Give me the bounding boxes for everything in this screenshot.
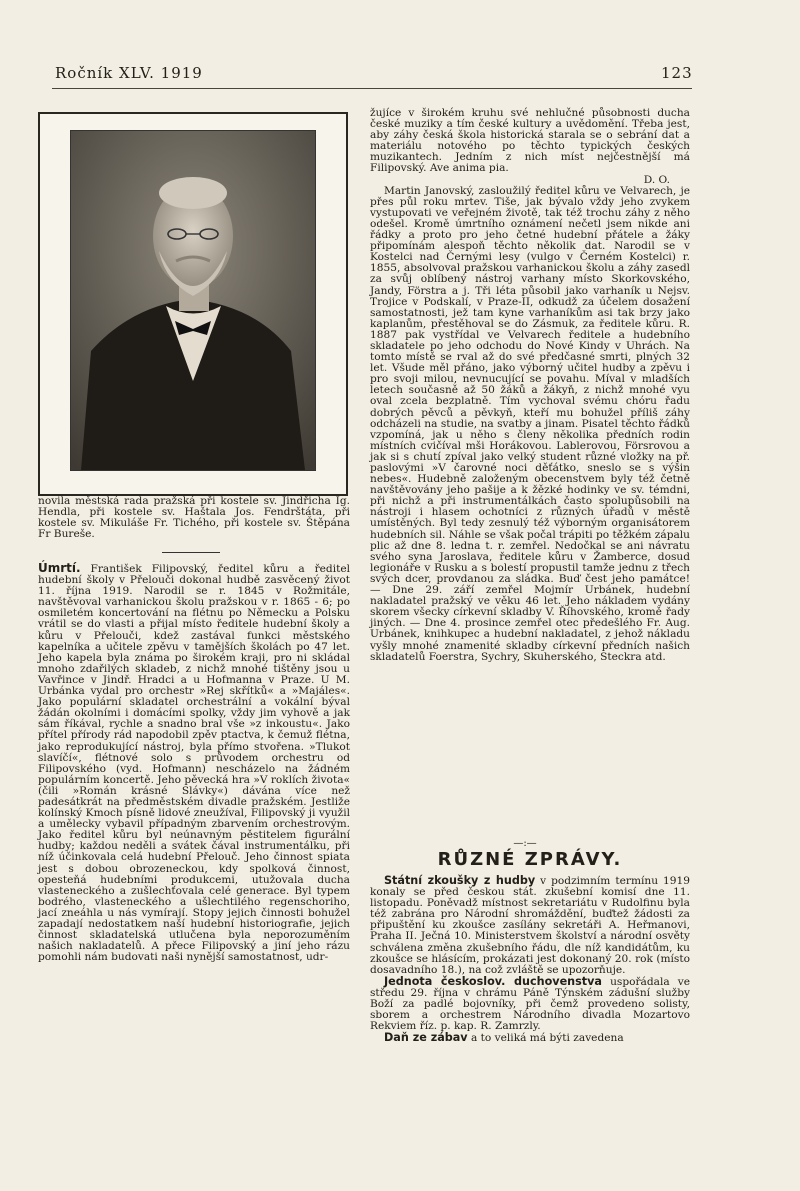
janovsky-paragraph: Martin Janovský, zasloužilý ředitel kůru ve Velvarech, je přes půl roku mrtev. Tiše, jak bývalo vždy jeho zvykem vystupovati ve veřejném životě, tak též trochu záhy z něho odešel. Kromě úmrtního oznámení nečetl jsem nikde ani řádky a proto pro jeho četné hudební přátele a žáky připomínám alespoň těchto několik dat. Narodil se v Kostelci nad Černými lesy (vulgo v Černém Kostelci) r. 1855, absolvoval pražskou varhanickou školu a záhy zasedl za svůj oblíbený nástroj varhany místo Skorkovského, Jandy, Förstra a j. Tři léta působil jako varhaník u Nejsv. Trojice v Podskalí, v Praze-II, odkudž za účelem dosažení samostatnosti, jež tam kyne varhaníkům asi tak brzy jako kaplanům, přestěhoval se do Zásmuk, za ředitele kůru. R. 1887 pak vystřídal ve Velvarech ředitele a hudebního skladatele po jeho odchodu do Nové Kindy v Uhrách. Na tomto místě se rval až do své předčasné smrti, plných 32 let. Všude měl přáno, jako výborný učitel hudby a zpěvu i pro svoji milou, nevnucující se povahu. Míval v mladších letech současně až 50 žáků a žákyň, z nichž mnohé vyu oval zcela bezplatně. Tím vychoval svému chóru řadu dobrých pěvců a pěvkyň, kteří mu bohužel příliš záhy odcházeli na studie, na svatby a jinam. Pisatel těchto řádků vzpomíná, jak u něho s členy několika předních rodin místních cvičíval mši Horákovou. Lablerovou, Försrovou a jak si s chutí zpíval jako velký student různé vložky na př. paslovými »V čarovné noci děťátko, sneslo se s výšin nebes«. Hudebně založeným obecenstvem byly též četně navštěvovány jeho pašije a k žězké hodinky ve sv. témdni, při nichž a při instrumentálkách často spolupůsobili na nástroji i hlasem ochotníci z různých úřadů v městě umístěných. Byl tedy zesnulý též výborným organisátorem hudebních sil. Náhle se však počal trápiti po těžkém zápalu plic až dne 8. ledna t. r. zemřel. Nedočkal se ani návratu svého syna Jaroslava, ředitele kůru v Žamberce, dosud legionáře v Rusku a s bolestí propustil tamže jednu z třech svých dcer, provdanou za sládka. Buď čest jeho památce! — Dne 29. září zemřel Mojmír Urbánek, hudební nakladatel pražský ve věku 46 let. Jeho nákladem vydány skorem všecky církevní skladby V. Říhovského, kromě řady jiných. — Dne 4. prosince zemřel otec předešlého Fr. Aug. Urbánek, knihkupec a hudební nakladatel, z jehož nákladu vyšly mnohé znamenité skladby církevní předních našich skladatelů Foerstra, Sychry, Skuherského, Steckra atd. xyxy=(370,184,690,663)
obituary-text: František Filipovský, ředitel kůru a ředitel hudební školy v Přelouči dokonal hudbě zasvěcený život 11. října 1919. Narodil se r. 1845 v Rožmitále, navštěvoval varhanickou školu pražskou v r. 1865 - 6; po osmiletém koncertování na flétnu po Německu a Polsku vrátil se do vlasti a přijal místo ředitele hudební školy a kůru v Přelouči, kdež zastával funkci městského kapelníka a učitele zpěvu v tamějších školách po 47 let. Jeho kapela byla známa po širokém kraji, pro ni skládal mnoho zdařilých skladeb, z nichž mnohé tištěny jsou u Vavřince v Jindř. Hradci a u Hofmanna v Praze. U M. Urbánka vydal pro orchestr »Rej skřítků« a »Majáles«. Jako populární skladatel orchestrální a vokální býval žádán okolními i domácími spolky, vždy jim vyhově a jak sám říkával, rychle a snadno bral vše »z inkoustu«. Jako přítel přírody rád napodobil zpěv ptactva, k čemuž flétna, jako reprodukující nástroj, byla přímo stvořena. »Tlukot slavíčí«, flétnové solo s průvodem orchestru od Filipovského (vyd. Hofmann) nescházelo na žádném populárním koncertě. Jeho pěvecká hra »V roklích života« (čili »Román krásné Slávky«) dávána více než padesátkrát na předměstském divadle pražském. Jestliže kolínský Kmoch písně lidové zneužíval, Filipovský ji využil a umělecky vybavil případným zbarvením orchestrovým. Jako ředitel kůru byl neúnavným pěstitelem figurální hudby; každou neděli a svátek čával instrumentálku, při níž účinkovala celá hudební Přelouč. Jeho činnost spiata jest s dobou obrozeneckou, kdy spolková činnost, opesteňá hudebními produkcemi, utužovala ducha vlasteneckého a zušlechťovala celé generace. Byl typem bodrého, vlasteneckého a ušlechtilého regenschoriho, jací zneáhla u nás vymírají. Stopy jejich činnosti bohužel zapadají nedostatkem naší hudební historiografie, jejich činnost skladatelská utlučena byla neporozuměním našich nakladatelů. A přece Filipovský a jiní jeho rázu pomohli nám budovati naši nynější samostatnost, udr- xyxy=(38,563,351,964)
header-rule xyxy=(52,88,692,89)
news-item-text: uspořádala ve středu 29. října v chrámu Páně Týnském zádušní služby Boží za padlé bojovníky, při čemž provedeno solisty, sborem a orchestrem Národního divadla Mozartovo Rekviem říz. p. kap. R. Zamrzly. xyxy=(370,975,690,1033)
news-item xyxy=(370,875,690,976)
portrait-photo xyxy=(70,130,316,471)
section-separator: —:— xyxy=(513,838,537,849)
news-item-lead: Jednota českoslov. duchovenstva xyxy=(384,974,602,988)
news-item-lead: Daň ze zábav xyxy=(384,1031,468,1045)
obituary-heading: Úmrtí. xyxy=(38,561,81,575)
news-heading: RŮZNÉ ZPRÁVY. xyxy=(437,849,623,870)
obituary-section xyxy=(38,563,350,963)
news-item xyxy=(370,976,690,1032)
news-section xyxy=(370,875,690,1044)
news-item xyxy=(370,1032,690,1044)
signature: D. O. xyxy=(643,173,670,186)
running-header-volume: Ročník XLV. 1919 xyxy=(55,64,203,82)
news-item-lead: Státní zkoušky z hudby xyxy=(384,874,536,887)
obituary-paragraph xyxy=(38,563,350,963)
obituary-continuation: žujíce v širokém kruhu své nehlučné působnosti ducha české muziky a tím české kultury a uvědomění. Třeba jest, aby záhy česká škola historická starala se o sebrání dat a materiálu notového po těchto typických českých muzikantech. Jedním z nich míst nejčestnější má Filipovský. Ave anima pia. xyxy=(370,107,690,175)
caption-text xyxy=(38,496,350,540)
portrait-illustration xyxy=(71,131,315,470)
page-number: 123 xyxy=(661,64,693,82)
right-column xyxy=(370,108,690,663)
news-item-text: v podzimním termínu 1919 konaly se před českou stát. zkušební komisí dne 11. listopadu. Poněvadž místnost sekretariátu v Rudolfinu byla též zabrána pro Národní shromáždění, buďtež žádosti za připuštění ku zkoušce zasílány sekretáři A. Heřmanovi, Praha II. Ječná 10. Ministerstvem školství a národní osvěty schválena změna zkušebního řádu, dle níž kandidátům, ku zkoušce se hlásícím, prokázati jest dokonaný 20. rok (místo dosavadního 18.), na což zvláště se upozorňuje. xyxy=(370,875,690,976)
news-item-text: a to veliká má býti zavedena xyxy=(467,1032,624,1045)
section-divider xyxy=(162,552,220,553)
caption-paragraph: novila městská rada pražská při kostele sv. Jindřicha Ig. Hendla, při kostele sv. Haštala Jos. Fendrštáta, při kostele sv. Mikuláše Fr. Tichého, při kostele sv. Štěpána Fr Bureše. xyxy=(38,495,350,541)
